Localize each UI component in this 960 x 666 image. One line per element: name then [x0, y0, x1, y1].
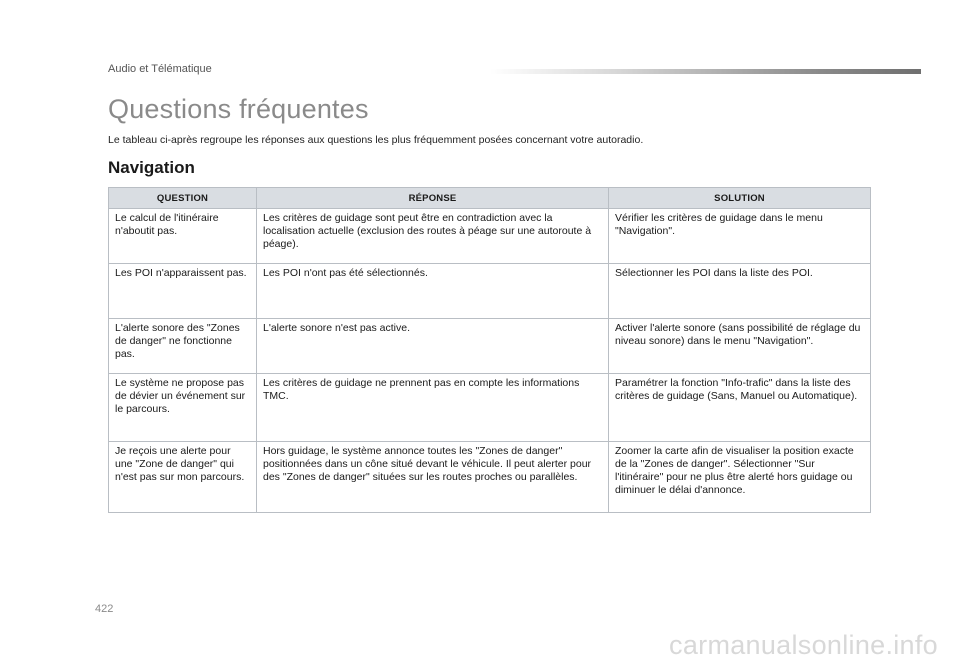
header-rule [490, 69, 921, 74]
answer-cell: L'alerte sonore n'est pas active. [257, 319, 609, 374]
table-row [109, 442, 871, 513]
section-heading: Navigation [108, 158, 195, 177]
table-row [109, 319, 871, 374]
column-header-solution: SOLUTION [609, 188, 871, 209]
table-row [109, 374, 871, 442]
solution-cell: Sélectionner les POI dans la liste des POI. [609, 264, 871, 319]
table-row [109, 264, 871, 319]
intro-text: Le tableau ci-après regroupe les réponses aux questions les plus fréquemment posées concernant votre autoradio. [108, 134, 644, 146]
answer-cell: Les POI n'ont pas été sélectionnés. [257, 264, 609, 319]
question-cell: L'alerte sonore des "Zones de danger" ne fonctionne pas. [109, 319, 257, 374]
answer-cell: Les critères de guidage sont peut être en contradiction avec la localisation actuelle (exclusion des routes à péage sur une autoroute à péage). [257, 209, 609, 264]
table-header-row [109, 188, 871, 209]
answer-cell: Les critères de guidage ne prennent pas en compte les informations TMC. [257, 374, 609, 442]
question-cell: Le système ne propose pas de dévier un événement sur le parcours. [109, 374, 257, 442]
solution-cell: Vérifier les critères de guidage dans le menu "Navigation". [609, 209, 871, 264]
page-title: Questions fréquentes [108, 94, 369, 124]
solution-cell: Paramétrer la fonction "Info-trafic" dans la liste des critères de guidage (Sans, Manuel ou Automatique). [609, 374, 871, 442]
faq-table [108, 187, 871, 513]
section-header: Audio et Télématique [108, 63, 212, 75]
page-number: 422 [95, 603, 114, 615]
question-cell: Les POI n'apparaissent pas. [109, 264, 257, 319]
table-row [109, 209, 871, 264]
solution-cell: Zoomer la carte afin de visualiser la position exacte de la "Zones de danger". Sélectionner "Sur l'itinéraire" pour ne plus être alerté hors guidage ou diminuer le délai d'annonce. [609, 442, 871, 513]
question-cell: Le calcul de l'itinéraire n'aboutit pas. [109, 209, 257, 264]
column-header-answer: RÉPONSE [257, 188, 609, 209]
solution-cell: Activer l'alerte sonore (sans possibilité de réglage du niveau sonore) dans le menu "Navigation". [609, 319, 871, 374]
answer-cell: Hors guidage, le système annonce toutes les "Zones de danger" positionnées dans un cône situé devant le véhicule. Il peut alerter pour des "Zones de danger" situées sur les routes proches ou parallèles. [257, 442, 609, 513]
question-cell: Je reçois une alerte pour une "Zone de danger" qui n'est pas sur mon parcours. [109, 442, 257, 513]
column-header-question: QUESTION [109, 188, 257, 209]
watermark: carmanualsonline.info [669, 630, 938, 660]
